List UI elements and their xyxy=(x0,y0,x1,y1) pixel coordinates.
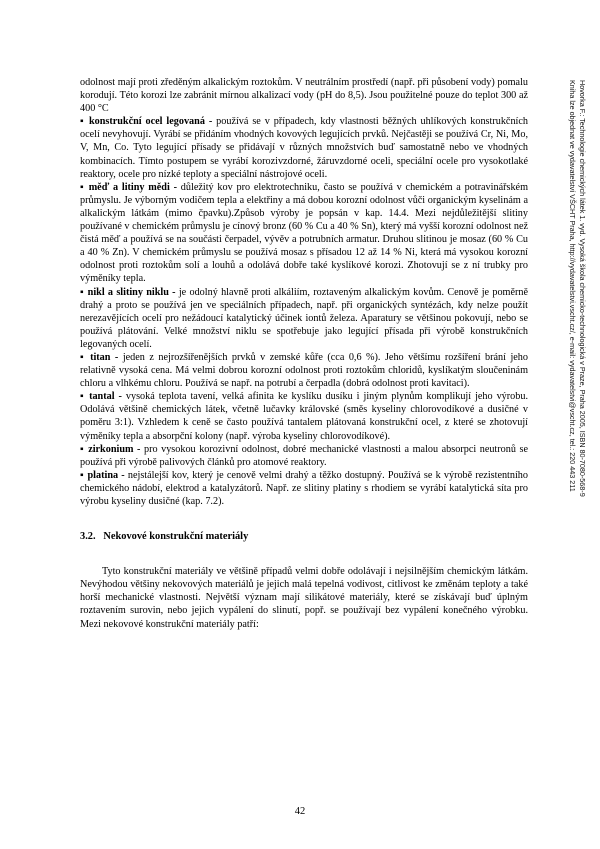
citation-line-1: Hovorka F.: Technologie chemických látek 1. vyd. Vysoká škola chemicko-technologická v Praze, Praha 2005, ISBN 80-7080-568-9 xyxy=(578,80,587,497)
item-title: nikl a slitiny niklu - xyxy=(87,286,176,298)
list-item-titan xyxy=(80,351,528,390)
list-item-steel xyxy=(80,115,528,180)
list-item-zirconium xyxy=(80,443,528,469)
item-text: nejstálejší kov, který je cenově velmi drahý a těžko dostupný. Používá se k výrobě rezistentního chemického nádobí, elektrod a katalyzátorů. Např. ze slitiny platiny s rhodiem se vyrábí katalytická síta pro výrobu kyseliny dusičné (kap. 7.2). xyxy=(80,469,528,507)
item-text: vysoká teplota tavení, velká afinita ke kyslíku dusíku i jiným plynům komplikují jeho výrobu. Odolává většině chemických látek, včetně lučavky královské (směs kyseliny chlorovodíkové a dusičné v poměru 3:1). Vzhledem k ceně se často používá tantalem plátovaná konstrukční ocel, z které se zhotovují výměníky tepla a absorpční kolony (např. výroba kyseliny chlorovodíkové). xyxy=(80,391,529,442)
list-item-platina xyxy=(80,469,528,508)
section-heading: 3.2. Nekovové konstrukční materiály xyxy=(80,531,249,543)
spacer xyxy=(80,508,528,530)
bullet: ▪ xyxy=(80,443,85,455)
item-text: důležitý kov pro elektrotechniku, často se používá v chemickém a potravinářském průmyslu. Je výborným vodičem tepla a elektřiny a má dobou korozní odolnost vůči organickým kyselinám a alkalickým látkám (mimo čpavku).Způsob výroby je popsán v kap. 14.4. Mezi nejdůležitější slitiny používané v chemickém průmyslu je cínový bronz (60 % Cu a 40 % Sn), který má vyšší korozní odolnost než čistá měď a používá se na součásti čerpadel, vývěv a potrubních armatur. Druhou slitinou je mosaz (60 % Cu a 40 % Zn). V chemickém průmyslu se používá mosaz s přísadou 12 až 14 % Ni, která má vysokou korozní odolnost proti roztokům solí a louhů a odolává dobře také kyslíkové korozi. Zhotovují se z ní trubky pro výměníky tepla. xyxy=(80,181,528,285)
item-title: měď a litiny mědi - xyxy=(88,181,177,193)
bullet: ▪ xyxy=(80,116,85,128)
list-item-tantal xyxy=(80,390,528,442)
body-text xyxy=(80,76,528,631)
item-title: zirkonium - xyxy=(88,443,141,455)
item-text: používá se v případech, kdy vlastnosti běžných uhlíkových konstrukčních ocelí nevyhovují. Vyrábí se přidáním vhodných kovových legujících prvků. Nejčastěji se používá Cr, Ni, Mo, V, Mn, Co. Tyto legující přísady se přidávají v různých množstvích buď samostatně nebo ve vhodných kombinacích. Tímto postupem se vyrábí korozivzdorné, žáruvzdorné oceli, speciální ocele pro vysokotlaké reaktory, ocele pro nízké teploty a speciální nástrojové oceli. xyxy=(80,116,528,180)
item-title: konstrukční ocel legovaná - xyxy=(88,116,213,128)
section-paragraph: Tyto konstrukční materiály ve většině případů velmi dobře odolávají i nejsilnějším chemickým látkám. Nevýhodou většiny nekovových materiálů je jejich malá tepelná vodivost, citlivost ke změnám teploty a také horší mechanické vlastnosti. Největší význam mají silikátové materiály, které se získávají buď úplným roztavením surovin, nebo jejich vypálení do slinutí, popř. se používají bez vypálení konečného výrobku. Mezi nekovové konstrukční materiály patří: xyxy=(80,566,528,630)
bullet: ▪ xyxy=(80,391,86,403)
paragraph-intro: odolnost mají proti zředěným alkalickým roztokům. V neutrálním prostředí (např. při působení vody) pomalu korodují. Této korozi lze zabránit mírnou alkalizací vody (pH do 8,5). Jsou použitelné pouze do teplot 300 až 400 °C xyxy=(80,77,528,115)
item-text: jeden z nejrozšířenějších prvků v zemské kůře (cca 0,6 %). Jeho většímu rozšíření brání jeho relativně vysoká cena. Má velmi dobrou korozní odolnost proti roztokům chloridů, kyslíkatým sloučeninám chloru a vlhkému chloru. Používá se např. na potrubí a čerpadla (dobrá odolnost proti kavitaci). xyxy=(80,351,528,390)
citation-line-2: Kniha lze objednat ve vydavatelství VŠCHT Praha, http://vydavatelstvi.vscht.cz/, e-mail: vydavatelstvi@vscht.cz, tel.: 220 443 211 xyxy=(568,80,577,492)
page-number: 42 xyxy=(294,806,306,817)
item-title: titan - xyxy=(90,351,119,363)
item-text: je odolný hlavně proti alkáliím, roztaveným alkalickým kovům. Cenově je poměrně drahý a proto se používá jen ve speciálních případech, např. při organických syntézách, kdy nelze použít nerezavějících ocelí pro nežádoucí katalytický účinek iontů železa. Aparatury se většinou pokovují, nebo se používá plátování. Velké množství niklu se spotřebuje jako legující přísada při výrobě konstrukčních legovaných ocelí. xyxy=(80,286,529,350)
side-citation xyxy=(537,80,587,680)
list-item-nickel xyxy=(80,286,528,351)
list-item-copper xyxy=(80,181,528,286)
bullet: ▪ xyxy=(80,181,85,193)
bullet: ▪ xyxy=(80,286,85,298)
item-title: platina - xyxy=(87,469,125,481)
bullet: ▪ xyxy=(80,351,86,363)
item-title: tantal - xyxy=(89,391,122,403)
spacer xyxy=(80,543,528,565)
bullet: ▪ xyxy=(80,469,85,481)
item-text: pro vysokou korozivní odolnost, dobré mechanické vlastnosti a malou absorpci neutronů se používá při výrobě palivových článků pro atomové reaktory. xyxy=(80,443,528,468)
